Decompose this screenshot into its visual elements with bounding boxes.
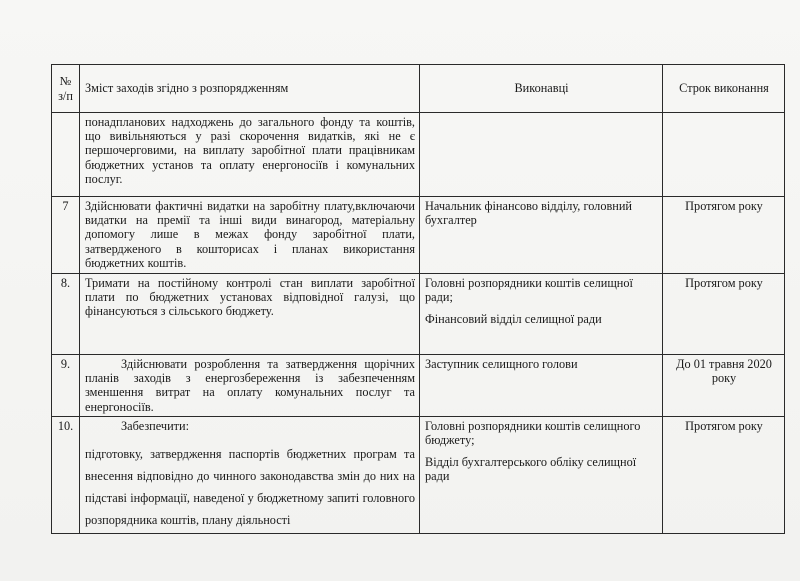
header-executors: Виконавці (420, 65, 663, 113)
row-executors-text: Заступник селищного голови (425, 357, 578, 371)
row-content (80, 113, 420, 197)
row-content-lead: Забезпечити: (121, 418, 190, 433)
row-executors-text: Відділ бухгалтерського обліку селищної ради (425, 455, 637, 484)
row-num: 8. (52, 274, 80, 355)
row-executors (420, 355, 663, 417)
row-content-text: підготовку, затвердження паспортів бюджетних програм та внесення відповідно до чинного законодавства змін до них на підставі інформації, наведеної у бюджетному запиті головного розпорядника коштів, плану діяльності (85, 447, 415, 528)
row-num: 10. (52, 416, 80, 533)
table-header-row (52, 65, 785, 113)
row-term: Протягом року (663, 416, 785, 533)
measures-table (51, 64, 785, 534)
table-row (52, 416, 785, 533)
row-content-text: понадпланових надходжень до загального фонду та коштів, що вивільняються у разі скорочення видатків, які не є першочерговими, на виплату заробітної плати працівникам бюджетних установ та оплату енергоносіїв і комунальних послуг. (85, 115, 415, 186)
header-content: Зміст заходів згідно з розпорядженням (80, 65, 420, 113)
row-content-text: Здійснювати розроблення та затвердження щорічних планів заходів з енергозбереження із забезпеченням зменшення витрат на оплату комунальних послуг та енергоносіїв. (85, 357, 415, 414)
row-executors-text: Фінансовий відділ селищної ради (425, 312, 602, 327)
row-executors (420, 197, 663, 274)
row-term: Протягом року (663, 274, 785, 355)
spacer (425, 447, 658, 455)
row-executors-text: Начальник фінансово відділу, головний бухгалтер (425, 199, 633, 228)
table-row (52, 197, 785, 274)
row-executors-text: Головні розпорядники коштів селищної ради; (425, 276, 633, 305)
spacer (425, 304, 658, 312)
row-content-text: Тримати на постійному контролі стан виплати заробітної плати по бюджетних установах відповідної галузі, що фінансуються з сільського бюджету. (85, 276, 415, 319)
row-content-text: Здійснювати фактичні видатки на заробітну плату,включаючи видатки на премії та інші види винагород, матеріальну допомогу лише в межах фонду заробітної плати, затвердженого в кошторисах і планах використання бюджетних коштів. (85, 199, 415, 270)
row-num: 7 (52, 197, 80, 274)
row-content (80, 416, 420, 533)
row-content (80, 274, 420, 355)
row-num: 9. (52, 355, 80, 417)
row-num (52, 113, 80, 197)
row-executors (420, 416, 663, 533)
row-content (80, 197, 420, 274)
spacer (85, 433, 415, 443)
table-row (52, 113, 785, 197)
row-executors-text: Головні розпорядники коштів селищного бюджету; (425, 418, 641, 448)
row-executors (420, 113, 663, 197)
header-term: Строк виконання (663, 65, 785, 113)
row-term (663, 113, 785, 197)
row-term: Протягом року (663, 197, 785, 274)
row-term: До 01 травня 2020 року (663, 355, 785, 417)
table-row (52, 355, 785, 417)
header-num: № з/п (52, 65, 80, 113)
row-executors (420, 274, 663, 355)
table-row (52, 274, 785, 355)
row-content (80, 355, 420, 417)
